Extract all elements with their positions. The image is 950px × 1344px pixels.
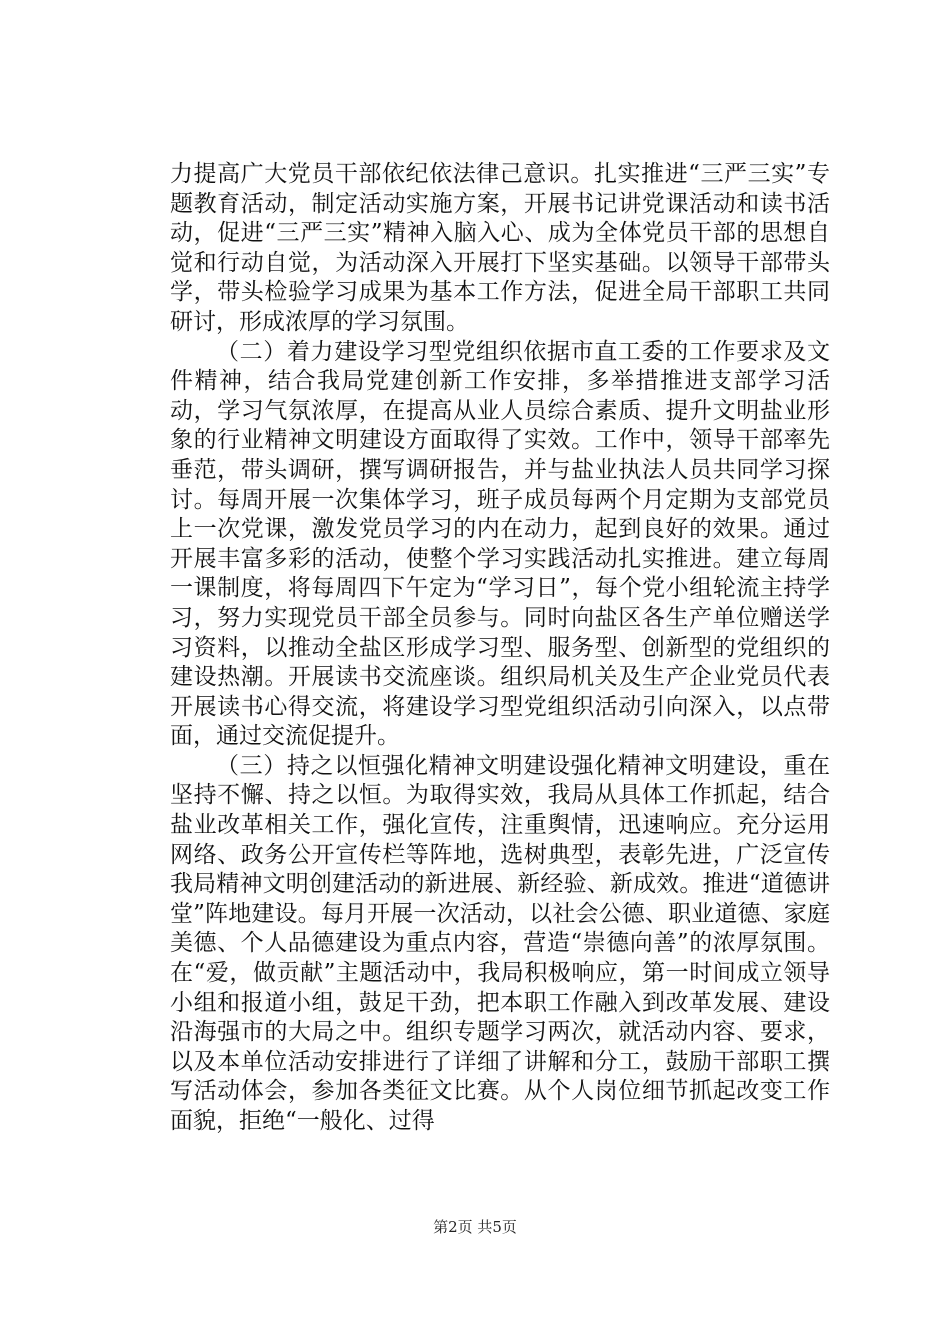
paragraph-1: 力提高广大党员干部依纪依法律己意识。扎实推进“三严三实”专题教育活动，制定活动实施方案，开展书记讲党课活动和读书活动，促进“三严三实”精神入脑入心、成为全体党员干部的思想自觉和行动自觉，为活动深入开展打下坚实基础。以领导干部带头学，带头检验学习成果为基本工作方法，促进全局干部职工共同研讨，形成浓厚的学习氛围。: [170, 161, 830, 335]
document-body: [170, 160, 830, 1137]
paragraph-3: （三）持之以恒强化精神文明建设强化精神文明建设，重在坚持不懈、持之以恒。为取得实效，我局从具体工作抓起，结合盐业改革相关工作，强化宣传，注重舆情，迅速响应。充分运用网络、政务公开宣传栏等阵地，选树典型，表彰先进，广泛宣传我局精神文明创建活动的新进展、新经验、新成效。推进“道德讲堂”阵地建设。每月开展一次活动，以社会公德、职业道德、家庭美德、个人品德建设为重点内容，营造“崇德向善”的浓厚氛围。在“爱，做贡献”主题活动中，我局积极响应，第一时间成立领导小组和报道小组，鼓足干劲，把本职工作融入到改革发展、建设沿海强市的大局之中。组织专题学习两次，就活动内容、要求，以及本单位活动安排进行了详细了讲解和分工，鼓励干部职工撰写活动体会，参加各类征文比赛。从个人岗位细节抓起改变工作面貌，拒绝“一般化、过得: [170, 752, 830, 1134]
page-number-footer: 第2页 共5页: [433, 1218, 517, 1236]
paragraph-2: （二）着力建设学习型党组织依据市直工委的工作要求及文件精神，结合我局党建创新工作安排，多举措推进支部学习活动，学习气氛浓厚，在提高从业人员综合素质、提升文明盐业形象的行业精神文明建设方面取得了实效。工作中，领导干部率先垂范，带头调研，撰写调研报告，并与盐业执法人员共同学习探讨。每周开展一次集体学习，班子成员每两个月定期为支部党员上一次党课，激发党员学习的内在动力，起到良好的效果。通过开展丰富多彩的活动，使整个学习实践活动扎实推进。建立每周一课制度，将每周四下午定为“学习日”，每个党小组轮流主持学习，努力实现党员干部全员参与。同时向盐区各生产单位赠送学习资料，以推动全盐区形成学习型、服务型、创新型的党组织的建设热潮。开展读书交流座谈。组织局机关及生产企业党员代表开展读书心得交流，将建设学习型党组织活动引向深入，以点带面，通过交流促提升。: [170, 338, 830, 750]
